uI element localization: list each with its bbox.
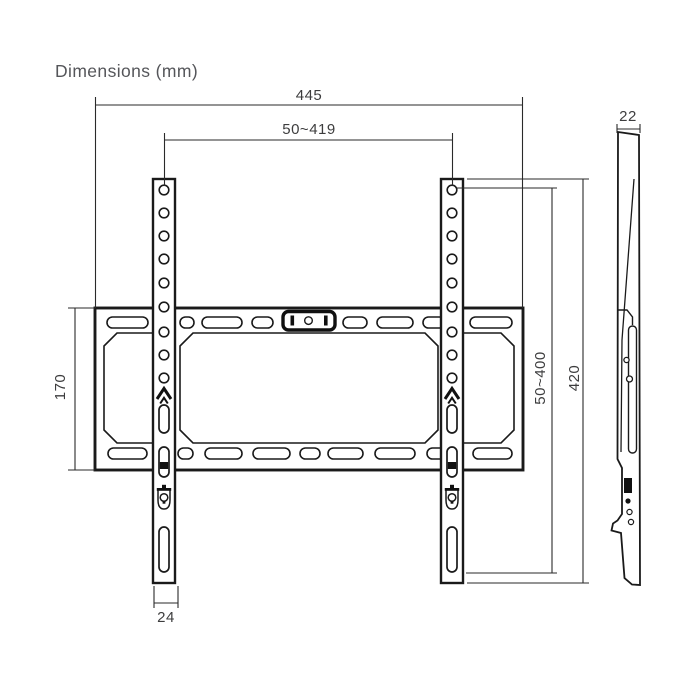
plate-slot — [178, 448, 193, 459]
plate-slot — [377, 317, 413, 328]
side-channel-slot — [629, 326, 637, 453]
side-hole — [627, 509, 632, 514]
plate-slot — [202, 317, 242, 328]
side-hole — [627, 376, 633, 382]
dim-vesa-width — [165, 121, 453, 186]
dim-depth — [617, 108, 640, 133]
plate-slot — [252, 317, 273, 328]
side-latch-mark — [624, 478, 632, 493]
plate-slot — [375, 448, 415, 459]
plate-slot — [473, 448, 512, 459]
plate-slot — [300, 448, 320, 459]
side-hole — [624, 357, 629, 362]
side-dot — [625, 498, 630, 503]
dim-rail-width — [154, 586, 178, 626]
dim-label-vesa-height: 50~400 — [532, 351, 549, 405]
plate-slot — [205, 448, 242, 459]
plate-slot — [470, 317, 512, 328]
front-view — [95, 179, 523, 583]
dim-label-depth: 22 — [619, 108, 637, 125]
dim-label-overall-width: 445 — [295, 87, 323, 104]
plate-slot — [328, 448, 363, 459]
side-hole — [628, 519, 633, 524]
page-title: Dimensions (mm) — [55, 61, 199, 81]
plate-slot — [180, 317, 194, 328]
bubble-level-icon — [283, 312, 335, 331]
dim-label-plate-height: 170 — [52, 373, 69, 401]
plate-slot — [107, 317, 148, 328]
dim-label-rail-height: 420 — [566, 364, 583, 392]
dim-label-vesa-width: 50~419 — [282, 121, 336, 138]
plate-slot — [253, 448, 290, 459]
vesa-rail-right — [441, 179, 463, 583]
plate-slot — [108, 448, 147, 459]
side-view — [612, 132, 641, 585]
dim-plate-height — [52, 308, 95, 470]
plate-slot — [343, 317, 367, 328]
dim-label-rail-width: 24 — [157, 609, 175, 626]
vesa-rail-left — [153, 179, 175, 583]
